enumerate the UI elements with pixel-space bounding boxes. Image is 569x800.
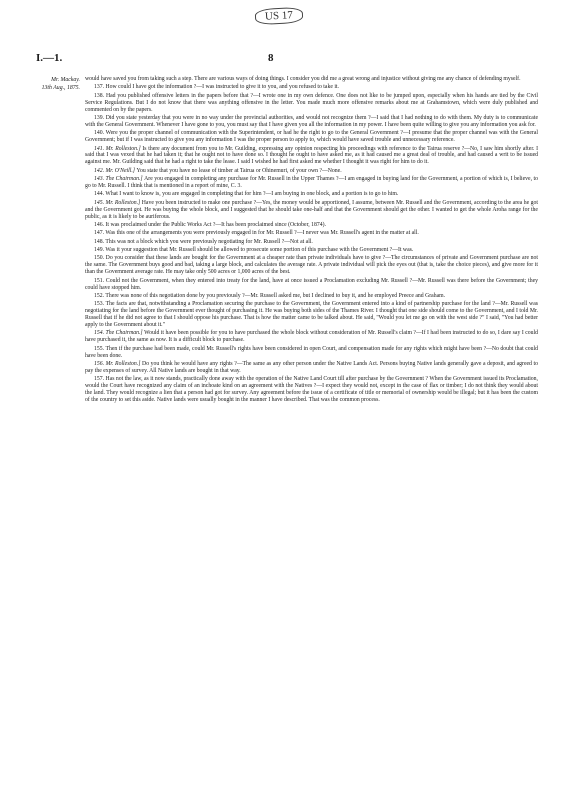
paragraph: [85, 361, 538, 375]
paragraph-text: 140. Were you the proper channel of communication with the Superintendent, or had he the right to go to the General Government ?—I presume that the proper channel was with the General Government; but if I was instructed to give you any information I was the proper person to apply to, which would have saved trouble and unnecessary reference.: [85, 130, 538, 144]
paragraph-text: 138. Had you published offensive letters in the papers before that ?—I wrote one in my own defence. One does not like to be jumped upon, especially when his hands are tied by the Civil Service Regulations. But I do not know that there was anything offensive in the letter. You made much more offensive remarks about me at Grahamstown, which were duly published and commented on by the papers.: [85, 92, 538, 113]
speaker-label: 141. Mr. Rolleston.]: [94, 145, 143, 152]
paragraph: [85, 293, 538, 300]
paragraph-text: 144. What I want to know is, you are engaged in completing that for him ?—I am buying in one block, and a portion is to go to him.: [94, 191, 399, 198]
paragraph-text: 147. Was this one of the arrangements you were previously engaged in for Mr. Russell ?—I never was Mr. Russell's agent in the matter at all.: [94, 230, 419, 237]
paragraph: [85, 130, 538, 144]
speaker-label: 142. Mr. O'Neill.]: [94, 167, 137, 174]
paragraph: [85, 239, 538, 246]
margin-date: 13th Aug., 1875.: [41, 85, 80, 91]
paragraph-text: 155. Then if the purchase had been made, could Mr. Russell's rights have been considered in open Court, and compensation made for any rights which might have been ?—No doubt that could have been done.: [85, 345, 538, 359]
paragraph: [85, 255, 538, 276]
paragraph-text: Would it have been possible for you to have purchased the whole block without consideration of Mr. Russell's claim ?—If I had been instructed to do so, I dare say I could have purchased it, the same as now. It is a difficult block to purchase.: [85, 330, 538, 344]
paragraph-text: 151. Could not the Government, when they entered into treaty for the land, have at once issued a Proclamation excluding Mr. Russell ?—Mr. Russell was there before the Government; they could have stopped him.: [85, 277, 538, 291]
paragraph-text: Is there any document from you to Mr. Guilding, expressing any opinion respecting his proceedings with reference to the Tairua reserve ?—No, I saw him shortly after. I said that I was vexed that he had taken it; that he ought not to have done so. I thought he ought to have asked me, as it had caused me a great deal of trouble, and had caused a writ to be issued against me. Mr. Guilding said that he had a right to take the lease. I said I wished he had first asked me whether I thought it was right for him to do it.: [85, 145, 538, 166]
page-number: 8: [268, 52, 274, 64]
paragraph-text: 137. How could I have got the information ?—I was instructed to give it to you, and you refused to take it.: [94, 84, 339, 91]
paragraph-text: Are you engaged in completing any purchase for Mr. Russell in the Upper Thames ?—I am engaged in buying land for the Government, a portion of which is, I believe, to go to Mr. Russell. I think that is mentioned in a report of mine, C. 3.: [85, 176, 538, 189]
speaker-label: 143. The Chairman.]: [94, 176, 145, 183]
paragraph-text: Do you think he would have any rights ?—The same as any other person under the Native Lands Act. Persons buying Native lands generally gave a deposit, and agreed to pay the expenses of survey. All Native lands are bought in that way.: [85, 360, 538, 374]
paragraph: [85, 301, 538, 329]
paragraph-text: 146. It was proclaimed under the Public Works Act ?—It has been proclaimed since (October, 1874).: [94, 221, 327, 228]
paragraph-text: 157. Has not the law, as it now stands, practically done away with the operation of the Native Land Court till after purchase by the Government ? When the Government issued its Proclamation, would the Court have recognized any claim of an inchoate kind on an agreement with the Natives ?—I expect they would not, except in the case of flax or timber; I do not think they would about the land. They would recognize a lien that a person had got for survey. Any agreement before the issue of a certificate of title or memorial of ownership would be illegal; but it has been the custom of the country to set this aside. Native lands were usually bought in the manner I have described. That was the common process.: [85, 376, 538, 403]
document-body: [85, 76, 538, 405]
paragraph-text: 148. This was not a block which you were previously negotiating for Mr. Russell ?—Not at all.: [94, 238, 313, 245]
paragraph: [85, 376, 538, 404]
paragraph-text: Have you been instructed to make one purchase ?—Yes, the money would be apportioned, I assume, between Mr. Russell and the Government, according to the area he got and the Government got. He was buying the whole block, and I suggested that he should take one-half and that the Government should get the other. I wanted to get the whole Aroha range for the public, as it is likely to be auriferous.: [85, 199, 538, 220]
paragraph: [85, 84, 538, 91]
paragraph-text: 150. Do you consider that these lands are bought for the Government at a cheaper rate than private individuals have to give ?—The circumstances of private and Government purchase are not the same. The Government buys good and bad, taking a large block, and calculates the average rate. A private individual will pick the eyes out (that is, take the choice pieces), and give more for it than the Government average rate. He may take only 500 acres or 1,000 acres of the best.: [85, 255, 538, 276]
paragraph-text: 149. Was it your suggestion that Mr. Russell should be allowed to prosecute some portion of this purchase with the Government ?—It was.: [94, 247, 414, 254]
paragraph: [85, 191, 538, 198]
speaker-label: 145. Mr. Rolleston.]: [94, 199, 142, 206]
paragraph-text: 152. There was none of this negotiation done by you previously ?—Mr. Russell asked me, but I declined to buy it, and he employed Preece and Graham.: [94, 292, 446, 299]
paragraph: [85, 230, 538, 237]
paragraph: [85, 176, 538, 190]
speaker-label: 156. Mr. Rolleston.]: [94, 360, 143, 367]
margin-witness: Mr. Mackay.: [51, 77, 80, 83]
paragraph-text: You state that you have no lease of timber at Tairua or Ohinemuri, of your own ?—None.: [136, 167, 342, 174]
paragraph: [85, 247, 538, 254]
paragraph: [85, 168, 538, 175]
paragraph-text: 139. Did you state yesterday that you were in no way under the provincial authorities, and would not recognize them ?—I said that I had nothing to do with them. My duty is to communicate with the General Government. Whenever I have gone to you, you must say that I have given you all the information in my power. I have been quite willing to give you any information you ask for.: [85, 114, 538, 128]
paragraph: [85, 115, 538, 129]
paragraph: [85, 330, 538, 344]
paragraph: [85, 346, 538, 360]
paragraph: [85, 146, 538, 167]
paragraph: [85, 222, 538, 229]
paragraph: [85, 200, 538, 221]
speaker-label: 154. The Chairman.]: [94, 330, 145, 337]
paragraph-text: would have saved you from taking such a step. There are various ways of doing things. I consider you did me a great wrong and injustice without giving me any chance of defending myself.: [85, 76, 521, 82]
report-code: I.—1.: [36, 52, 63, 64]
paragraph: [85, 93, 538, 114]
paragraph-text: 153. The facts are that, notwithstanding a Proclamation securing the purchase to the Government, the Government entered into a kind of partnership purchase for the land ?—Mr. Russell was negotiating for the land before the Government ever thought of purchasing it. He was buying both sides of the Thames River. I thought that one side should come to the Government, and I told Mr. Russell that if he did not agree to that I should oppose his purchase. That is how the matter came to be talked about. He said, "Would you let me go on with the west side ?" I said, "You had better apply to the Government about it.": [85, 301, 538, 328]
archive-stamp: US 17: [255, 7, 304, 25]
paragraph: [85, 76, 538, 83]
paragraph: [85, 278, 538, 292]
